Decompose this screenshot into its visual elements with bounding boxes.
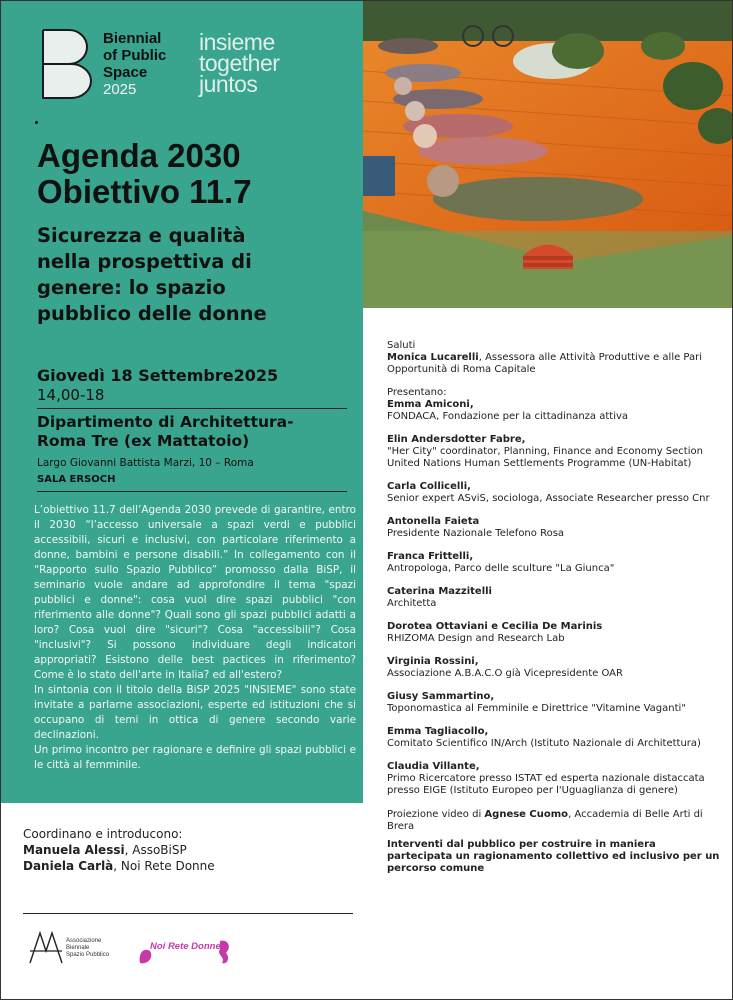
coordinator: Manuela Alessi, AssoBiSP: [23, 843, 187, 857]
speaker-entry: [387, 434, 722, 470]
speaker-entry: [387, 656, 722, 680]
speaker-entry: [387, 481, 722, 505]
event-address: Largo Giovanni Battista Marzi, 10 – Roma: [37, 457, 254, 469]
speaker-entry: [387, 691, 722, 715]
photo-illustration-icon: [363, 1, 732, 308]
partner-logos: [28, 927, 238, 971]
speaker-entry: [387, 761, 722, 797]
speaker-role: Architetta: [387, 598, 437, 609]
speaker-role: Senior expert ASviS, sociologa, Associate Researcher presso Cnr: [387, 493, 710, 504]
speaker-name: Elin Andersdotter Fabre,: [387, 434, 526, 445]
closing-note: Interventi dal pubblico per costruire in maniera partecipata un ragionamento collettivo ed inclusivo per un percorso comune: [387, 839, 720, 874]
speaker-name: Carla Collicelli,: [387, 481, 471, 492]
speaker-role: RHIZOMA Design and Research Lab: [387, 633, 565, 644]
speaker-entry: [387, 516, 722, 540]
headline-line1: Agenda 2030: [37, 137, 241, 174]
program: [387, 340, 722, 875]
event-room: SALA ERSOCH: [37, 474, 116, 485]
brand-name: Biennial of Public Space 2025: [103, 30, 167, 98]
speaker-name: Emma Amiconi,: [387, 399, 474, 410]
event-time: 14,00-18: [37, 386, 105, 404]
speaker-name: Franca Frittelli,: [387, 551, 474, 562]
teal-panel: [1, 1, 363, 803]
divider: [37, 491, 347, 492]
speaker-name: Virginia Rossini,: [387, 656, 479, 667]
speaker-role: Associazione A.B.A.C.O già Vicepresidente OAR: [387, 668, 623, 679]
assobisp-logo-text: Associazione Biennale Spazio Pubblico: [66, 938, 110, 958]
speaker-name: Emma Tagliacollo,: [387, 726, 489, 737]
speaker-name: Caterina Mazzitelli: [387, 586, 492, 597]
speaker-entry: [387, 726, 722, 750]
bisp-logo-icon: [41, 28, 93, 100]
description-paragraph: Un primo incontro per ragionare e definire gli spazi pubblici e le città al femminile.: [34, 744, 356, 771]
speaker-entry: [387, 586, 722, 610]
coordinator: Daniela Carlà, Noi Rete Donne: [23, 859, 215, 873]
speaker-entry: [387, 387, 722, 423]
projection-author: Agnese Cuomo: [484, 809, 569, 820]
noi-rete-donne-logo: [136, 935, 236, 967]
event-venue: Dipartimento di Architettura- Roma Tre (ex Mattatoio): [37, 413, 294, 450]
event-date: Giovedì 18 Settembre2025: [37, 366, 279, 385]
decorative-dot: [35, 121, 38, 124]
present-label: Presentano:: [387, 387, 447, 398]
speaker-role: Presidente Nazionale Telefono Rosa: [387, 528, 565, 539]
greeting-name: Monica Lucarelli: [387, 352, 479, 363]
speaker-entry: [387, 551, 722, 575]
speaker-role: Comitato Scientifico IN/Arch (Istituto Nazionale di Architettura): [387, 738, 701, 749]
greeting-role: Assessora alle Attività Produttive e alle Pari Opportunità di Roma Capitale: [387, 352, 703, 375]
video-projection: Proiezione video di Agnese Cuomo, Accademia di Belle Arti di Brera: [387, 809, 703, 832]
divider: [23, 913, 353, 914]
description-paragraph: L’obiettivo 11.7 dell’Agenda 2030 prevede di garantire, entro il 2030 “l’accesso universale a spazi verdi e pubblici accessibili, sicuri e inclusivi, con particolare riferimento a donne, bambini e persone disabili.” In collegamento con il “Rapporto sullo Spazio Pubblico” promosso dalla BiSP, il seminario vuole andare ad approfondire il tema "spazi pubblici e donne": cosa vuol dire spazi pubblici "con riferimento alle donne"? Quali sono gli spazi pubblici adatti a loro? Cosa vuol dire "sicuri"? Cosa "accessibili"? Cosa "inclusivi"? Si possono individuare degli indicatori appropriati? Esistono delle best pactices in riferimento? Come è lo stato dell'arte in Italia? ed all'estero?: [34, 504, 356, 681]
speaker-entry: [387, 621, 722, 645]
headline-subtitle: Sicurezza e qualità nella prospettiva di genere: lo spazio pubblico delle donne: [37, 224, 267, 325]
speaker-name: Antonella Faieta: [387, 516, 480, 527]
headline-line2: Obiettivo 11.7: [37, 173, 252, 210]
coordination: [23, 826, 215, 874]
greetings-block: Saluti Monica Lucarelli, Assessora alle Attività Produttive e alle Pari Opportunità di Roma Capitale: [387, 340, 722, 376]
event-description: [34, 503, 356, 773]
brand-year: 2025: [103, 81, 137, 98]
brand-motto: insieme together juntos: [199, 29, 280, 97]
nrd-logo-text: Noi Rete Donne: [150, 941, 221, 952]
headline: [37, 138, 252, 210]
assobisp-logo-icon: [28, 929, 64, 965]
divider: [37, 408, 347, 409]
speaker-role: Primo Ricercatore presso ISTAT ed esperta nazionale distaccata presso EIGE (Istituto Europeo per l'Uguaglianza di genere): [387, 773, 705, 796]
hero-photo: [363, 1, 732, 308]
description-paragraph: In sintonia con il titolo della BiSP 2025 "INSIEME" sono state invitate a parlarne associazioni, esperte ed istituzioni che si occupano di temi in ottica di genere secondo varie declinazioni.: [34, 684, 356, 741]
speaker-name: Dorotea Ottaviani e Cecilia De Marinis: [387, 621, 603, 632]
coordination-label: Coordinano e introducono:: [23, 827, 183, 841]
speaker-role: "Her City" coordinator, Planning, Finance and Economy Section United Nations Human Settlements Programme (UN-Habitat): [387, 446, 703, 469]
speaker-role: Antropologa, Parco delle sculture "La Giunca": [387, 563, 615, 574]
speaker-name: Giusy Sammartino,: [387, 691, 495, 702]
speaker-name: Claudia Villante,: [387, 761, 480, 772]
speaker-role: FONDACA, Fondazione per la cittadinanza attiva: [387, 411, 629, 422]
speaker-role: Toponomastica al Femminile e Direttrice "Vitamine Vaganti": [387, 703, 686, 714]
greetings-label: Saluti: [387, 340, 416, 351]
